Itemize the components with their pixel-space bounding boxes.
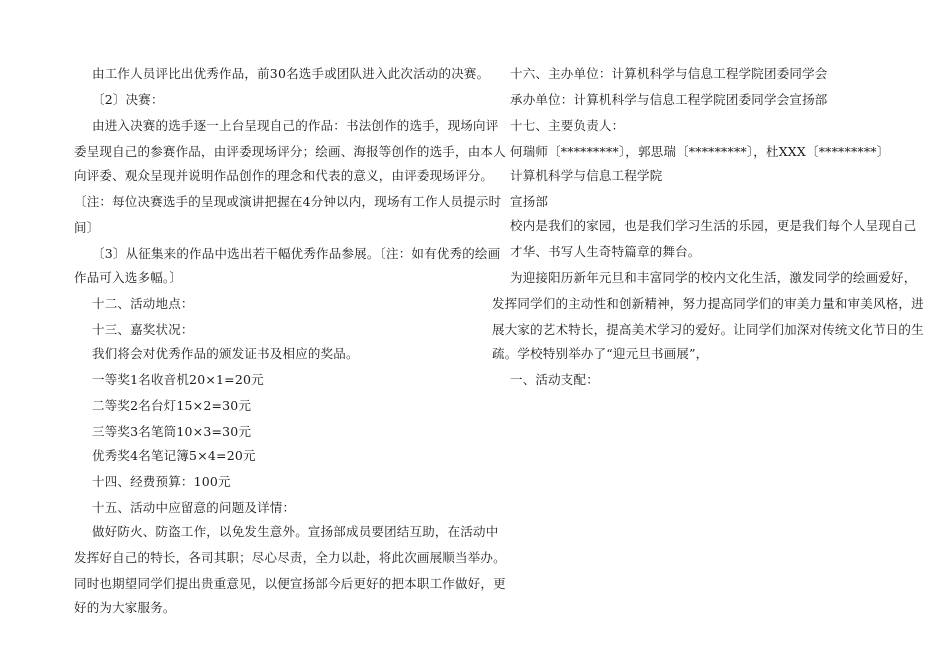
left-line-10: 十二、活动地点： — [92, 296, 194, 311]
left-line-17: 十四、经费预算：100元 — [92, 474, 231, 489]
left-line-21: 同时也期望同学们提出贵重意见，以便宣扬部今后更好的把本职工作做好，更 — [74, 576, 506, 591]
right-line-11: 展大家的艺术特长，提高美术学习的爱好。让同学们加深对传统文化节日的生 — [492, 322, 924, 337]
left-line-5: 向评委、观众呈现并说明作品创作的理念和代表的意义，由评委现场评分。 — [74, 168, 494, 183]
right-line-7: 校内是我们的家园，也是我们学习生活的乐园，更是我们每个人呈现自己 — [510, 218, 917, 233]
right-line-9: 为迎接阳历新年元旦和丰富同学的校内文化生活，激发同学的绘画爱好， — [510, 270, 917, 285]
left-line-2: 〔2〕决赛： — [92, 92, 164, 107]
left-line-14: 二等奖2名台灯15×2=30元 — [92, 398, 252, 413]
left-line-13: 一等奖1名收音机20×1=20元 — [92, 372, 264, 387]
left-line-15: 三等奖3名笔筒10×3=30元 — [92, 424, 252, 439]
right-line-5: 计算机科学与信息工程学院 — [510, 168, 663, 183]
right-line-3: 十七、主要负责人： — [510, 118, 625, 133]
left-line-18: 十五、活动中应留意的问题及详情： — [92, 500, 296, 515]
left-line-20: 发挥好自己的特长，各司其职；尽心尽责，全力以赴，将此次画展顺当举办。 — [74, 550, 506, 565]
right-line-2: 承办单位：计算机科学与信息工程学院团委同学会宣扬部 — [510, 92, 828, 107]
left-line-12: 我们将会对优秀作品的颁发证书及相应的奖品。 — [92, 346, 359, 361]
left-line-1: 由工作人员评比出优秀作品，前30名选手或团队进入此次活动的决赛。 — [92, 66, 490, 81]
left-line-11: 十三、嘉奖状况： — [92, 322, 194, 337]
left-line-16: 优秀奖4名笔记簿5×4=20元 — [92, 448, 256, 463]
left-line-9: 作品可入选多幅。〕 — [74, 270, 183, 285]
right-line-6: 宣扬部 — [510, 194, 549, 209]
left-line-8: 〔3〕从征集来的作品中选出若干幅优秀作品参展。〔注：如有优秀的绘画 — [92, 246, 501, 261]
right-line-1: 十六、主办单位：计算机科学与信息工程学院团委同学会 — [510, 66, 828, 81]
left-line-19: 做好防火、防盗工作，以免发生意外。宣扬部成员要团结互助，在活动中 — [92, 524, 499, 539]
right-line-12: 疏。学校特别举办了“迎元旦书画展”， — [492, 346, 709, 361]
right-line-4: 何瑞师〔*********〕，郭思瑞〔*********〕，杜XXX〔*********〕 — [510, 144, 890, 159]
left-line-3: 由进入决赛的选手逐一上台呈现自己的作品：书法创作的选手，现场向评 — [92, 118, 499, 133]
left-line-6: 〔注：每位决赛选手的呈现或演讲把握在4分钟以内，现场有工作人员提示时 — [74, 194, 502, 209]
right-line-10: 发挥同学们的主动性和创新精神，努力提高同学们的审美力量和审美风格，进 — [492, 296, 924, 311]
left-line-4: 委呈现自己的参赛作品，由评委现场评分；绘画、海报等创作的选手，由本人 — [74, 144, 506, 159]
left-line-22: 好的为大家服务。 — [74, 600, 176, 615]
left-line-7: 间〕 — [74, 220, 100, 235]
right-line-8: 才华、书写人生奇特篇章的舞台。 — [510, 244, 701, 259]
right-line-13: 一、活动支配： — [510, 372, 599, 387]
